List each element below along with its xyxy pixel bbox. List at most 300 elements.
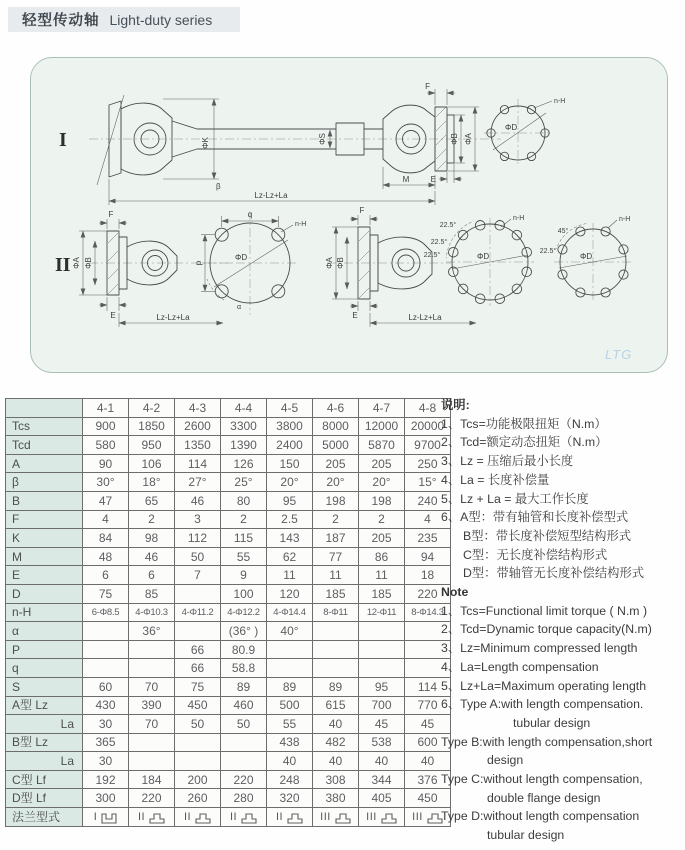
dim-f-1: F [425,82,430,91]
table-cell: 126 [221,454,267,473]
dim-lz-2: Lz-Lz+La [156,313,190,322]
table-row [6,622,451,641]
table-cell: 70 [129,715,175,734]
table-cell: 11 [267,566,313,585]
table-cell: 600 [405,733,451,752]
table-cell: 60 [83,677,129,696]
note-line: 1、Tcs=功能极限扭矩（N.m） [441,416,607,431]
dim-e-1: E [430,175,436,184]
table-cell: 25° [221,473,267,492]
table-cell: 112 [175,529,221,548]
row-label: Tcd [6,436,83,455]
dim-p: p [194,260,203,266]
row-label: B型 Lz [6,733,83,752]
table-cell: 30° [83,473,129,492]
table-cell: 4-Φ12.2 [221,603,267,622]
technical-drawing [31,59,667,373]
table-cell: 300 [83,789,129,808]
table-cell: 900 [83,417,129,436]
table-cell [129,808,175,827]
table-row [6,603,451,622]
table-row [6,436,451,455]
dim-f-3: F [359,206,365,215]
table-cell: 235 [405,529,451,548]
dim-q: q [247,210,253,219]
row-label: E [6,566,83,585]
table-cell: 40 [267,752,313,771]
spec-table-body [6,417,451,826]
table-cell: 3 [175,510,221,529]
row-label: P [6,640,83,659]
flange-face-12-hole [424,215,534,306]
table-cell: 615 [313,696,359,715]
convex-flange-icon [195,811,211,824]
row-label: La [6,752,83,771]
table-cell [313,622,359,641]
table-cell [359,659,405,678]
flange-numeral: II [137,810,146,823]
table-cell: 198 [313,491,359,510]
dim-phi-a-2: ΦA [72,257,81,269]
table-cell: 8-Φ11 [313,603,359,622]
table-cell: 320 [267,789,313,808]
table-cell [129,659,175,678]
table-cell [221,808,267,827]
table-cell: 365 [83,733,129,752]
table-cell: 280 [221,789,267,808]
table-cell: 405 [359,789,405,808]
table-corner-cell [6,399,83,418]
table-cell: 40 [359,752,405,771]
dim-lz-1: Lz-Lz+La [254,191,288,200]
section-1-view [59,82,501,205]
table-cell: 11 [313,566,359,585]
flange-numeral: III [366,810,377,823]
table-cell: 55 [267,715,313,734]
table-cell: 77 [313,547,359,566]
table-cell: 50 [221,715,267,734]
table-cell: 185 [359,584,405,603]
table-cell: 95 [359,677,405,696]
table-cell: 2600 [175,417,221,436]
col-header: 4-8 [405,399,451,418]
panel-watermark: LTG [605,347,633,362]
dim-phi-d-1: ΦD [505,123,518,132]
table-cell: 75 [83,584,129,603]
dim-phi-d-2: ΦD [235,253,248,262]
table-cell [175,808,221,827]
dim-phi-a-3: ΦA [325,257,334,269]
table-cell: 40 [313,715,359,734]
table-cell: 58.8 [221,659,267,678]
table-cell: 9 [221,566,267,585]
table-cell [83,640,129,659]
dim-phi-b-1: ΦB [450,133,459,145]
row-label: A [6,454,83,473]
table-cell: 18° [129,473,175,492]
table-cell [359,808,405,827]
table-cell: 200 [175,770,221,789]
dim-phi-a-1: ΦA [464,133,473,145]
note-line: 2、Tcd=额定动态扭矩（N.m） [441,435,608,450]
note-line: Type D:without length compensation [441,809,640,824]
table-cell: 6 [129,566,175,585]
note-line: double flange design [487,790,601,805]
dim-f-2: F [108,210,114,219]
row-label: K [6,529,83,548]
dim-e-3: E [352,311,358,320]
table-cell: 1350 [175,436,221,455]
table-cell: 12-Φ11 [359,603,405,622]
table-cell [129,752,175,771]
table-cell [175,584,221,603]
note-line: D型：带轴管无长度补偿结构形式 [463,566,645,581]
convex-flange-icon [241,811,257,824]
dim-n-h-3: n-H [513,215,525,222]
notes-zh-list [441,415,683,583]
table-cell: 89 [221,677,267,696]
table-cell: 100 [221,584,267,603]
table-cell: 344 [359,770,405,789]
table-cell: 40 [313,752,359,771]
row-label: C型 Lf [6,770,83,789]
flange-type-value [320,811,351,824]
table-row [6,715,451,734]
col-header: 4-6 [313,399,359,418]
table-cell: 205 [359,529,405,548]
table-row [6,491,451,510]
table-cell: 1390 [221,436,267,455]
note-line: design [487,753,524,768]
flange-face-6-hole [484,98,565,167]
page-title-bar [8,7,240,32]
table-row [6,770,451,789]
row-label: S [6,677,83,696]
notes-en-list [441,602,683,845]
flange-type-value [184,811,211,824]
table-cell: 106 [129,454,175,473]
dim-m: M [402,175,410,184]
table-cell [267,808,313,827]
note-line: tubular design [487,828,565,843]
dim-phi-d-3: ΦD [477,252,490,261]
table-cell: 8000 [313,417,359,436]
row-label: A型 Lz [6,696,83,715]
dim-e-2: E [110,311,116,320]
table-cell [83,659,129,678]
table-row [6,677,451,696]
row-label: D型 Lf [6,789,83,808]
table-cell: 66 [175,659,221,678]
dim-phi-s: ΦS [318,133,327,145]
table-row [6,808,451,827]
technical-drawing-panel [30,57,668,373]
table-cell: 75 [175,677,221,696]
table-cell: 4 [83,510,129,529]
note-line: Type C:without length compensation, [441,772,643,787]
table-cell [359,622,405,641]
convex-flange-icon [381,811,397,824]
table-cell: 30 [83,715,129,734]
row-label: M [6,547,83,566]
notes-panel [441,396,683,845]
flange-numeral: II [275,810,284,823]
note-line: Type B:with length compensation,short [441,734,653,749]
table-cell: 4-Φ11.2 [175,603,221,622]
table-row [6,454,451,473]
table-row [6,566,451,585]
note-line: 6、Type A:with length compensation. [441,697,644,712]
table-cell: 47 [83,491,129,510]
section-1-numeral: I [59,129,67,151]
table-cell: 18 [405,566,451,585]
dim-n-h-2: n-H [295,221,307,228]
row-label: q [6,659,83,678]
table-cell: 187 [313,529,359,548]
table-cell: (36° ) [221,622,267,641]
flange-type-value [230,811,257,824]
dim-225-3: 22.5° [423,252,441,259]
table-cell: 95 [267,491,313,510]
table-cell: 3800 [267,417,313,436]
table-cell: 20000 [405,417,451,436]
row-label: n-H [6,603,83,622]
table-cell [267,640,313,659]
dim-225-4: 22.5° [539,248,557,255]
table-cell: 40° [267,622,313,641]
table-cell: 2.5 [267,510,313,529]
table-cell: 2 [129,510,175,529]
table-cell: 65 [129,491,175,510]
table-cell: 120 [267,584,313,603]
table-cell [175,622,221,641]
table-cell: 46 [175,491,221,510]
table-cell [129,733,175,752]
row-label: Tcs [6,417,83,436]
dim-beta: β [216,182,221,191]
row-label: D [6,584,83,603]
dim-225-2: 22.5° [430,239,448,246]
table-cell: 55 [221,547,267,566]
row-label: La [6,715,83,734]
table-cell: 250 [405,454,451,473]
spec-table [5,398,451,827]
flange-numeral: III [320,810,331,823]
table-cell: 48 [83,547,129,566]
table-cell: 460 [221,696,267,715]
table-cell: 1850 [129,417,175,436]
table-cell: 4-Φ14.4 [267,603,313,622]
dim-phi-b-3: ΦB [336,257,345,269]
col-header: 4-1 [83,399,129,418]
table-cell: 20° [267,473,313,492]
table-cell: 950 [129,436,175,455]
table-cell: 240 [405,491,451,510]
page-title-chinese: 轻型传动轴 [22,13,100,29]
table-cell: 30 [83,752,129,771]
table-row [6,789,451,808]
table-cell: 27° [175,473,221,492]
table-cell: 198 [359,491,405,510]
table-cell: 84 [83,529,129,548]
table-cell: 220 [405,584,451,603]
dim-225-1: 22.5° [439,222,457,229]
dim-phi-b-2: ΦB [84,257,93,269]
table-cell: 538 [359,733,405,752]
notes-zh-title: 说明: [441,398,470,412]
table-cell: 6 [83,566,129,585]
table-cell: 450 [405,789,451,808]
convex-flange-icon [287,811,303,824]
table-cell: 94 [405,547,451,566]
col-header: 4-2 [129,399,175,418]
note-line: B型：带长度补偿短型结构形式 [463,528,632,543]
table-row [6,510,451,529]
table-cell: 5000 [313,436,359,455]
dim-45: 45° [557,228,569,235]
table-cell [313,640,359,659]
table-row [6,733,451,752]
table-cell: 438 [267,733,313,752]
table-cell: 2 [313,510,359,529]
table-cell [175,752,221,771]
flange-numeral: I [93,810,98,823]
table-cell: 46 [129,547,175,566]
table-cell: 700 [359,696,405,715]
table-cell: 390 [129,696,175,715]
spec-table-head [6,399,451,418]
table-cell: 2 [359,510,405,529]
note-line: 3、Lz = 压缩后最小长度 [441,454,574,469]
table-row [6,473,451,492]
table-cell: 308 [313,770,359,789]
table-cell: 20° [313,473,359,492]
table-cell: 482 [313,733,359,752]
row-label: β [6,473,83,492]
table-cell: 80.9 [221,640,267,659]
table-cell [83,622,129,641]
note-line: 6、A型：带有轴管和长度补偿型式 [441,510,629,525]
table-cell: 205 [313,454,359,473]
table-row [6,640,451,659]
table-cell: 143 [267,529,313,548]
flange-type-value [412,811,443,824]
table-cell: 85 [129,584,175,603]
flange-type-value [276,811,303,824]
note-line: 1、Tcs=Functional limit torque ( N.m ) [441,603,648,618]
table-cell: 114 [405,677,451,696]
page-title-english: Light-duty series [109,11,213,28]
col-header: 4-3 [175,399,221,418]
section-2-left-yoke [55,210,231,327]
table-cell: 185 [313,584,359,603]
table-cell: 220 [129,789,175,808]
note-line: 4、La=Length compensation [441,659,599,674]
dim-phi-d-4: ΦD [580,252,593,261]
table-row [6,584,451,603]
concave-flange-icon [101,811,117,824]
table-cell: 580 [83,436,129,455]
table-cell: 12000 [359,417,405,436]
table-cell: 205 [359,454,405,473]
table-cell: 36° [129,622,175,641]
table-row [6,417,451,436]
dim-phi-k: ΦK [201,137,210,149]
table-row [6,659,451,678]
table-cell: 70 [129,677,175,696]
row-label: F [6,510,83,529]
table-cell: 66 [175,640,221,659]
convex-flange-icon [335,811,351,824]
table-cell: 260 [175,789,221,808]
table-cell [359,640,405,659]
table-cell: 500 [267,696,313,715]
flange-face-8-hole [540,216,632,301]
convex-flange-icon [149,811,165,824]
table-cell: 20° [359,473,405,492]
table-cell: 98 [129,529,175,548]
note-line: 4、La = 长度补偿量 [441,472,550,487]
table-cell: 380 [313,789,359,808]
flange-numeral: II [229,810,238,823]
table-cell [221,752,267,771]
table-cell: 80 [221,491,267,510]
table-cell: 6-Φ8.5 [83,603,129,622]
flange-numeral: II [183,810,192,823]
table-cell: 192 [83,770,129,789]
table-cell: 4-Φ10.3 [129,603,175,622]
dim-lz-3: Lz-Lz+La [408,313,442,322]
row-label: 法兰型式 [6,808,83,827]
table-cell: 15° [405,473,451,492]
table-row [6,529,451,548]
table-cell: 248 [267,770,313,789]
table-cell: 4 [405,510,451,529]
table-row [6,752,451,771]
table-cell: 770 [405,696,451,715]
table-cell: 8-Φ14.3 [405,603,451,622]
section-2-numeral: II [55,254,71,276]
table-cell: 11 [359,566,405,585]
table-cell: 376 [405,770,451,789]
col-header: 4-5 [267,399,313,418]
flange-type-value [366,811,397,824]
table-cell: 2 [221,510,267,529]
table-cell: 45 [359,715,405,734]
table-cell: 50 [175,715,221,734]
table-row [6,547,451,566]
note-line: C型：无长度补偿结构形式 [463,547,608,562]
flange-type-value [94,811,118,824]
note-line: 5、Lz+La=Maximum operating length [441,678,647,693]
table-cell: 45 [405,715,451,734]
table-cell: 89 [267,677,313,696]
table-cell [267,659,313,678]
table-cell: 50 [175,547,221,566]
table-cell: 40 [405,752,451,771]
dim-alpha: α [237,304,242,311]
table-cell [175,733,221,752]
dim-n-h-4: n-H [619,216,631,223]
table-cell: 89 [313,677,359,696]
flange-type-value [138,811,165,824]
table-cell [313,659,359,678]
table-cell [313,808,359,827]
table-cell: 90 [83,454,129,473]
table-cell [129,640,175,659]
table-cell: 430 [83,696,129,715]
table-cell: 5870 [359,436,405,455]
